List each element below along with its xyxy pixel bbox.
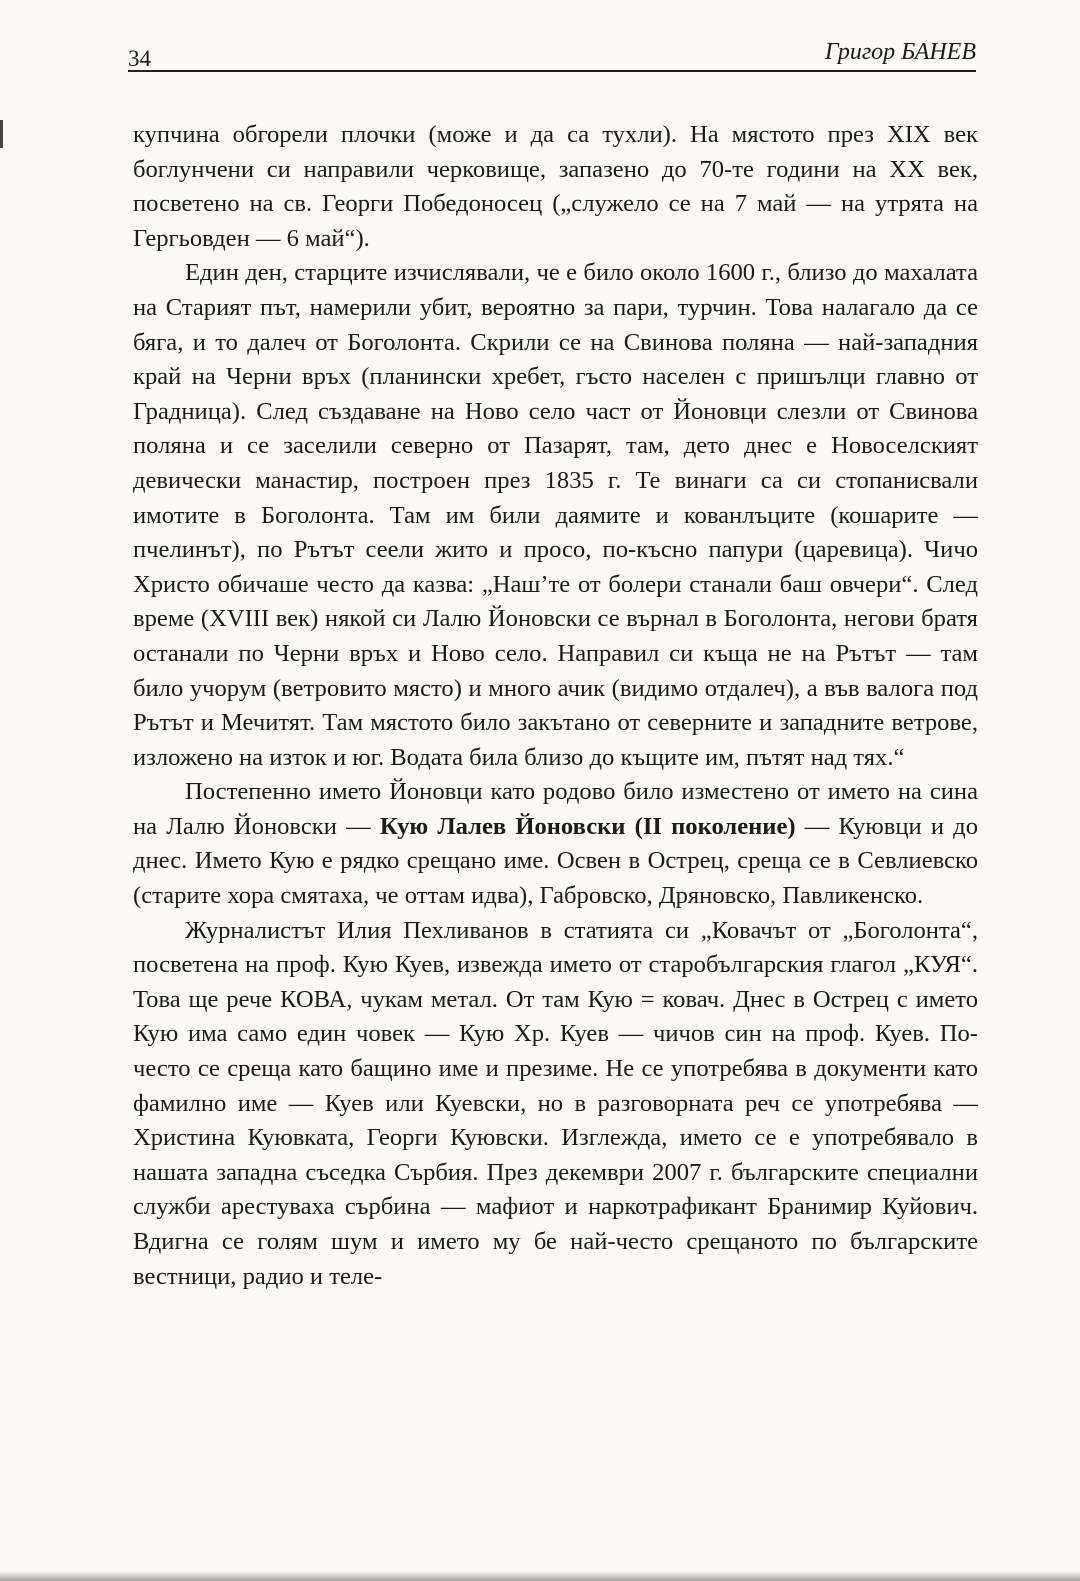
paragraph-3-end: — Куювци и до днес. Името Кую е рядко срещано име. Освен в Острец, среща се в Севлиевско (старите хора смятаха, че оттам идва), Габровско, Дряновско, Павликенско. xyxy=(133,812,978,910)
body-text xyxy=(133,118,978,1294)
header-rule xyxy=(128,70,976,72)
paragraph-3-start: Постепенно името Йоновци като родово било изместено от името на сина на Лалю Йоновски — xyxy=(133,778,978,840)
scan-edge-mark xyxy=(0,120,3,148)
running-head: Григор БАНЕВ xyxy=(824,39,976,65)
page-header xyxy=(128,38,976,72)
paragraph-4: Журналистът Илия Пехливанов в статията си „Ковачът от „Боголонта“, посветена на проф. Кую Куев, извежда името от старобългарския глагол „КУЯ“. Това ще рече КОВА, чукам метал. От там Кую = ковач. Днес в Острец с името Кую има само един човек — Кую Хр. Куев — чичов син на проф. Куев. По-често се среща като бащино име и презиме. Не се употребява в документи като фамилно име — Куев или Куевски, но в разговорната реч се употребява — Христина Куювката, Георги Куювски. Изглежда, името се е употребявало в нашата западна съседка Сърбия. През декември 2007 г. българските специални служби арестуваха сърбина — мафиот и наркотрафикант Бранимир Куйович. Вдигна се голям шум и името му бе най-често срещаното по българските вестници, радио и теле- xyxy=(133,916,978,1290)
paragraph-2: Един ден, старците изчислявали, че е било около 1600 г., близо до махалата на Старият път, намерили убит, вероятно за пари, турчин. Това налагало да се бяга, и то далеч от Боголонта. Скрили се на Свинова поляна — най-западния край на Черни връх (планински хребет, гъсто населен с пришълци главно от Градница). След създаване на Ново село част от Йоновци слезли от Свинова поляна и се заселили северно от Пазарят, там, дето днес е Новоселският девически манастир, построен през 1835 г. Те винаги са си стопанисвали имотите в Боголонта. Там им били даямите и кованлъците (кошарите — пчелинът), по Рътът сеели жито и просо, по-късно папури (царевица). Чичо Христо обичаше често да казва: „Наш’те от болери станали баш овчери“. След време (XVIII век) някой си Лалю Йоновски се върнал в Боголонта, негови братя останали по Черни връх и Ново село. Направил си къща не на Рътът — там било учорум (ветровито място) и много ачик (видимо отдалеч), а във валога под Рътът и Мечитят. Там мястото било закътано от северните и западните ветрове, изложено на изток и юг. Водата била близо до къщите им, пътят над тях.“ xyxy=(133,259,978,771)
scan-bottom-edge xyxy=(0,1571,1080,1581)
paragraph-3 xyxy=(133,775,978,913)
paragraph-1: купчина обгорели плочки (може и да са тухли). На мястото през XIX век боглунчени си направили черковище, запазено до 70-те години на XX век, посветено на св. Георги Победоносец („служело се на 7 май — на утрята на Гергьовден — 6 май“). xyxy=(133,121,978,252)
bold-name-generation: Кую Лалев Йоновски (II поколение) xyxy=(379,812,796,840)
page-number: 34 xyxy=(128,46,151,71)
